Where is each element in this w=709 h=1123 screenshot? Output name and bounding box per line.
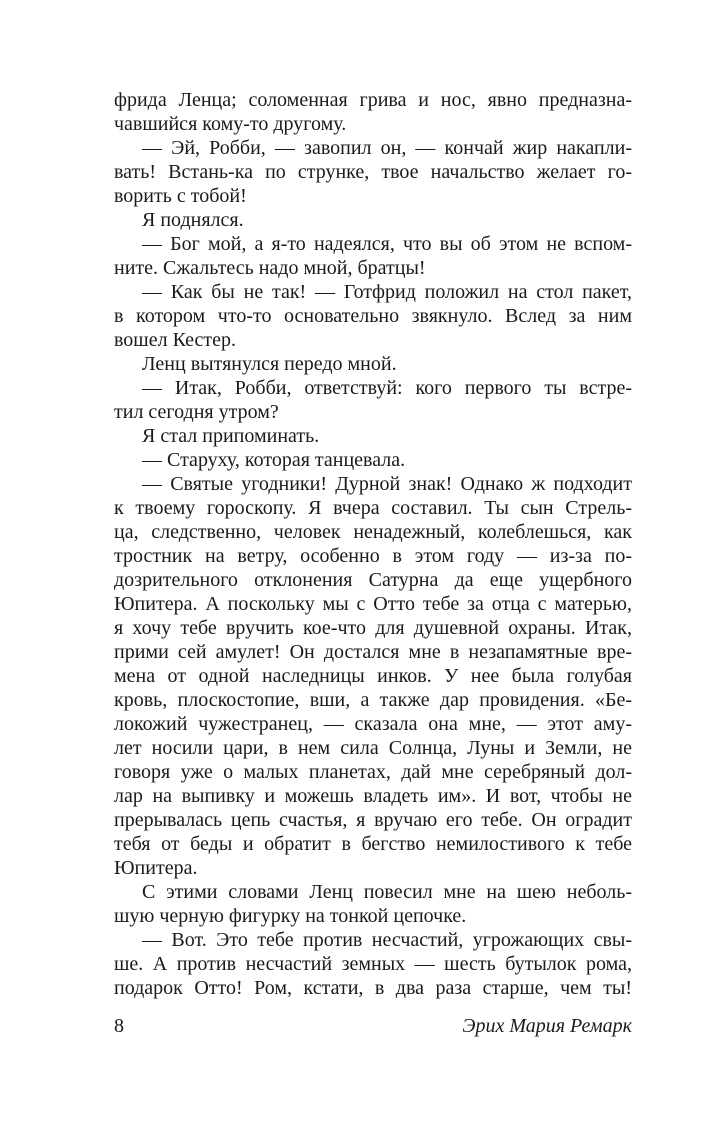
text-line: к твоему гороскопу. Я вчера составил. Ты сын Стрель- (114, 497, 632, 519)
text-line: дозрительного отклонения Сатурна да еще ущербного (114, 569, 632, 591)
text-line: ше. А против несчастий земных — шесть бутылок рома, (114, 953, 632, 975)
page-number: 8 (114, 1015, 124, 1037)
text-line: Ленц вытянулся передо мной. (142, 353, 397, 375)
text-line: подарок Отто! Ром, кстати, в два раза старше, чем ты! (114, 977, 632, 999)
text-line: я хочу тебе вручить кое-что для душевной охраны. Итак, (114, 617, 632, 639)
text-line: — Бог мой, а я-то надеялся, что вы об этом не вспом- (142, 233, 632, 255)
text-line: ца, следственно, человек ненадежный, колеблешься, как (114, 521, 632, 543)
text-line: прими сей амулет! Он достался мне в незапамятные вре- (114, 641, 632, 663)
text-line: лар на выпивку и можешь владеть им». И вот, чтобы не (114, 785, 632, 807)
text-line: локожий чужестранец, — сказала она мне, — этот аму- (114, 713, 632, 735)
text-line: тил сегодня утром? (114, 401, 279, 423)
text-line: тростник на ветру, особенно в этом году — из-за по- (114, 545, 632, 567)
text-line: прерывалась цепь счастья, я вручаю его тебе. Он оградит (114, 809, 632, 831)
text-line: — Эй, Робби, — завопил он, — кончай жир накапли- (142, 137, 632, 159)
text-line: Юпитера. А поскольку мы с Отто тебе за отца с матерью, (114, 593, 632, 615)
text-line: Я поднялся. (142, 209, 244, 231)
running-head: Эрих Мария Ремарк (462, 1015, 632, 1037)
text-line: мена от одной наследницы инков. У нее была голубая (114, 665, 632, 687)
text-line: тебя от беды и обратит в бегство немилостивого к тебе (114, 833, 632, 855)
text-line: — Святые угодники! Дурной знак! Однако ж подходит (142, 473, 632, 495)
text-line: — Старуху, которая танцевала. (142, 449, 406, 471)
text-line: в котором что-то основательно звякнуло. Вслед за ним (114, 305, 632, 327)
text-line: ворить с тобой! (114, 185, 247, 207)
text-line: — Итак, Робби, ответствуй: кого первого ты встре- (142, 377, 632, 399)
text-line: ните. Сжальтесь надо мной, братцы! (114, 257, 426, 279)
text-line: шую черную фигурку на тонкой цепочке. (114, 905, 467, 927)
text-line: Я стал припоминать. (142, 425, 320, 447)
text-line: говоря уже о малых планетах, дай мне серебряный дол- (114, 761, 632, 783)
text-line: фрида Ленца; соломенная грива и нос, явно предназна- (114, 89, 632, 111)
text-line: вошел Кестер. (114, 329, 237, 351)
page-text (114, 88, 632, 1000)
text-line: чавшийся кому-то другому. (114, 113, 347, 135)
text-line: — Вот. Это тебе против несчастий, угрожающих свы- (142, 929, 632, 951)
text-line: вать! Встань-ка по струнке, твое начальство желает го- (114, 161, 632, 183)
text-line: С этими словами Ленц повесил мне на шею неболь- (142, 881, 632, 903)
text-line: — Как бы не так! — Готфрид положил на стол пакет, (142, 281, 632, 303)
page-footer (114, 1013, 632, 1039)
text-line: кровь, плоскостопие, вши, а также дар провидения. «Бе- (114, 689, 632, 711)
text-line: лет носили цари, в нем сила Солнца, Луны и Земли, не (114, 737, 632, 759)
text-line: Юпитера. (114, 857, 198, 879)
